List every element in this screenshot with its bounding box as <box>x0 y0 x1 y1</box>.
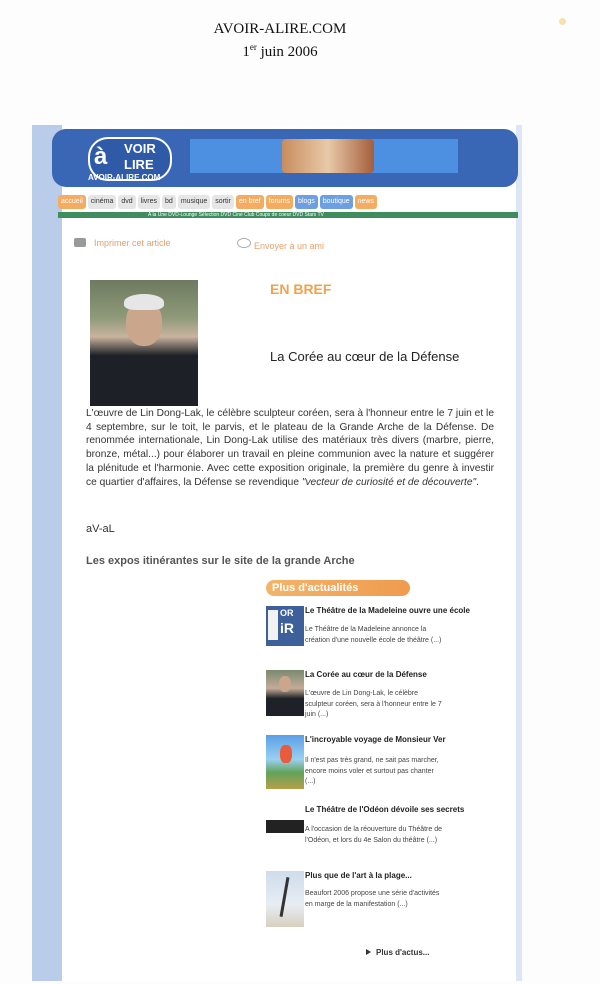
sub-navigation[interactable]: A la Une DVD-Lounge Sélection DVD Ciné Club Coups de coeur DVD Stars TV <box>58 212 518 218</box>
nav-item-news[interactable]: news <box>355 195 377 209</box>
news-item-title[interactable]: Le Théâtre de la Madeleine ouvre une école <box>305 606 470 615</box>
more-news-link[interactable]: Plus d'actus... <box>376 948 430 957</box>
nav-item-cinéma[interactable]: cinéma <box>88 195 117 209</box>
nav-item-livres[interactable]: livres <box>138 195 160 209</box>
theatre-madeleine-thumbnail[interactable]: OR iR <box>266 606 304 646</box>
news-item-title[interactable]: Plus que de l'art à la plage... <box>305 871 412 880</box>
nav-item-boutique[interactable]: boutique <box>320 195 353 209</box>
arrow-right-icon <box>366 949 371 955</box>
news-item-description: Il n'est pas très grand, ne sait pas marcher, encore moins voler et surtout pas chanter (...) <box>305 757 439 786</box>
nav-item-sortir[interactable]: sortir <box>212 195 234 209</box>
logo-url-text: AVOIR-ALIRE.COM <box>88 173 161 182</box>
nav-item-dvd[interactable]: dvd <box>118 195 135 209</box>
nav-item-blogs[interactable]: blogs <box>295 195 318 209</box>
beach-art-thumbnail[interactable] <box>266 871 304 927</box>
section-title: EN BREF <box>270 281 332 297</box>
more-news-header: Plus d'actualités <box>266 580 410 596</box>
news-item-description: L'œuvre de Lin Dong-Lak, le célèbre sculpteur coréen, sera à l'honneur entre le 7 juin (...) <box>305 690 442 719</box>
web-page-printout <box>32 125 522 981</box>
banner-ad-image[interactable] <box>190 139 458 173</box>
odeon-thumbnail[interactable] <box>266 805 304 845</box>
nav-item-bd[interactable]: bd <box>162 195 176 209</box>
nav-item-musique[interactable]: musique <box>178 195 210 209</box>
left-rail <box>32 125 62 981</box>
right-rail <box>516 125 522 981</box>
nav-item-forums[interactable]: forums <box>266 195 293 209</box>
monsieur-ver-poster-thumbnail[interactable] <box>266 735 304 789</box>
nav-item-en-bref[interactable]: en bref <box>236 195 264 209</box>
nav-item-accueil[interactable]: accueil <box>58 195 86 209</box>
envelope-icon[interactable] <box>237 238 251 248</box>
site-banner <box>52 129 518 187</box>
site-logo[interactable]: à VOIR LIRE <box>88 137 172 181</box>
document-site-name: AVOIR-ALIRE.COM <box>213 21 347 37</box>
article-title: La Corée au cœur de la Défense <box>270 349 460 364</box>
news-item-description: A l'occasion de la réouverture du Théâtre de l'Odéon, et lors du 4e Salon du théâtre (...) <box>305 826 443 844</box>
printer-icon[interactable] <box>74 238 86 247</box>
news-item-description: Beaufort 2006 propose une série d'activités en marge de la manifestation (...) <box>305 890 440 908</box>
print-article-link[interactable]: Imprimer cet article <box>94 238 171 248</box>
sculptor-portrait-thumbnail[interactable] <box>266 670 304 716</box>
article-signature: aV-aL <box>86 523 115 535</box>
news-item-title[interactable]: L'incroyable voyage de Monsieur Ver <box>305 735 446 744</box>
scan-mark <box>559 18 566 25</box>
news-item-title[interactable]: La Corée au cœur de la Défense <box>305 670 427 679</box>
document-date: 1er juin 2006 <box>242 42 318 60</box>
article-body: L'œuvre de Lin Dong-Lak, le célèbre sculpteur coréen, sera à l'honneur entre le 7 juin et le 4 septembre, sur le toit, le parvis, et le plateau de la Grande Arche de la Défense. De renommée internationale, Lin Dong-Lak utilise des matériaux très divers (marbre, pierre, bronze, métal...) pour élaborer un travail en pleine communion avec la nature et suggérer la plénitude et l'harmonie. Avec cette exposition originale, la première du genre à investir ce quartier d'affaires, la Défense se revendique "vecteur de curiosité et de découverte". <box>86 408 494 488</box>
related-link[interactable]: Les expos itinérantes sur le site de la grande Arche <box>86 555 355 567</box>
news-item-title[interactable]: Le Théâtre de l'Odéon dévoile ses secrets <box>305 805 465 814</box>
email-friend-link[interactable]: Envoyer à un ami <box>254 241 325 251</box>
document-header <box>0 20 560 61</box>
main-navigation <box>58 195 518 211</box>
sculptor-photo <box>90 280 198 406</box>
news-item-description: Le Théâtre de la Madeleine annonce la création d'une nouvelle école de théâtre (...) <box>305 626 442 644</box>
